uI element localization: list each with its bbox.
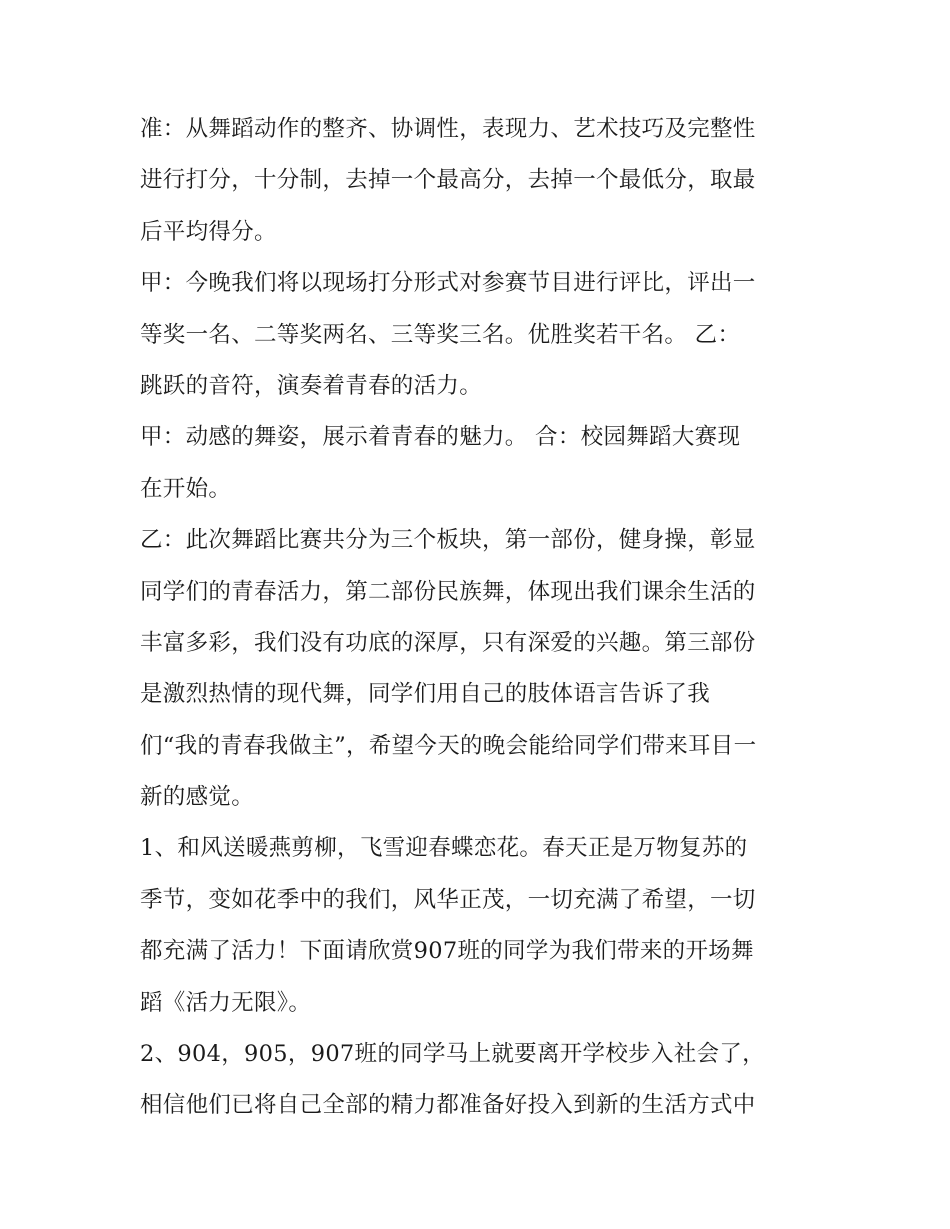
text-line: 乙：此次舞蹈比赛共分为三个板块，第一部份，健身操，彰显 [140, 527, 756, 554]
text-line: 丰富多彩，我们没有功底的深厚，只有深爱的兴趣。第三部份 [140, 629, 756, 656]
text-line: 1、和风送暖燕剪柳，飞雪迎春蝶恋花。春天正是万物复苏的 [140, 835, 748, 862]
text-line: 2、904，905，907班的同学马上就要离开学校步入社会了， [140, 1041, 765, 1068]
text-line: 同学们的青春活力，第二部份民族舞，体现出我们课余生活的 [140, 578, 756, 605]
text-line: 甲：今晚我们将以现场打分形式对参赛节目进行评比，评出一 [140, 270, 756, 297]
text-line: 是激烈热情的现代舞，同学们用自己的肢体语言告诉了我 [140, 681, 711, 708]
text-line: 蹈《活力无限》。 [140, 989, 312, 1016]
text-line: 们“我的青春我做主”，希望今天的晚会能给同学们带来耳目一 [140, 732, 757, 759]
text-line: 新的感觉。 [140, 784, 255, 811]
text-line: 准：从舞蹈动作的整齐、协调性，表现力、艺术技巧及完整性 [140, 116, 756, 142]
document-body [140, 104, 830, 1132]
text-line: 甲：动感的舞姿，展示着青春的魅力。 合：校园舞蹈大赛现 [140, 424, 741, 451]
text-line: 跳跃的音符，演奏着青春的活力。 [140, 372, 483, 399]
text-line: 等奖一名、二等奖两名、三等奖三名。优胜奖若干名。 乙： [140, 321, 741, 348]
text-line: 在开始。 [140, 475, 232, 502]
text-line: 相信他们已将自己全部的精力都准备好投入到新的生活方式中 [140, 1092, 756, 1119]
text-line: 季节，变如花季中的我们，风华正茂，一切充满了希望，一切 [140, 886, 756, 913]
text-line: 后平均得分。 [140, 218, 277, 245]
text-line: 进行打分，十分制，去掉一个最高分，去掉一个最低分，取最 [140, 167, 756, 194]
text-line: 都充满了活力！下面请欣赏907班的同学为我们带来的开场舞 [140, 938, 754, 965]
